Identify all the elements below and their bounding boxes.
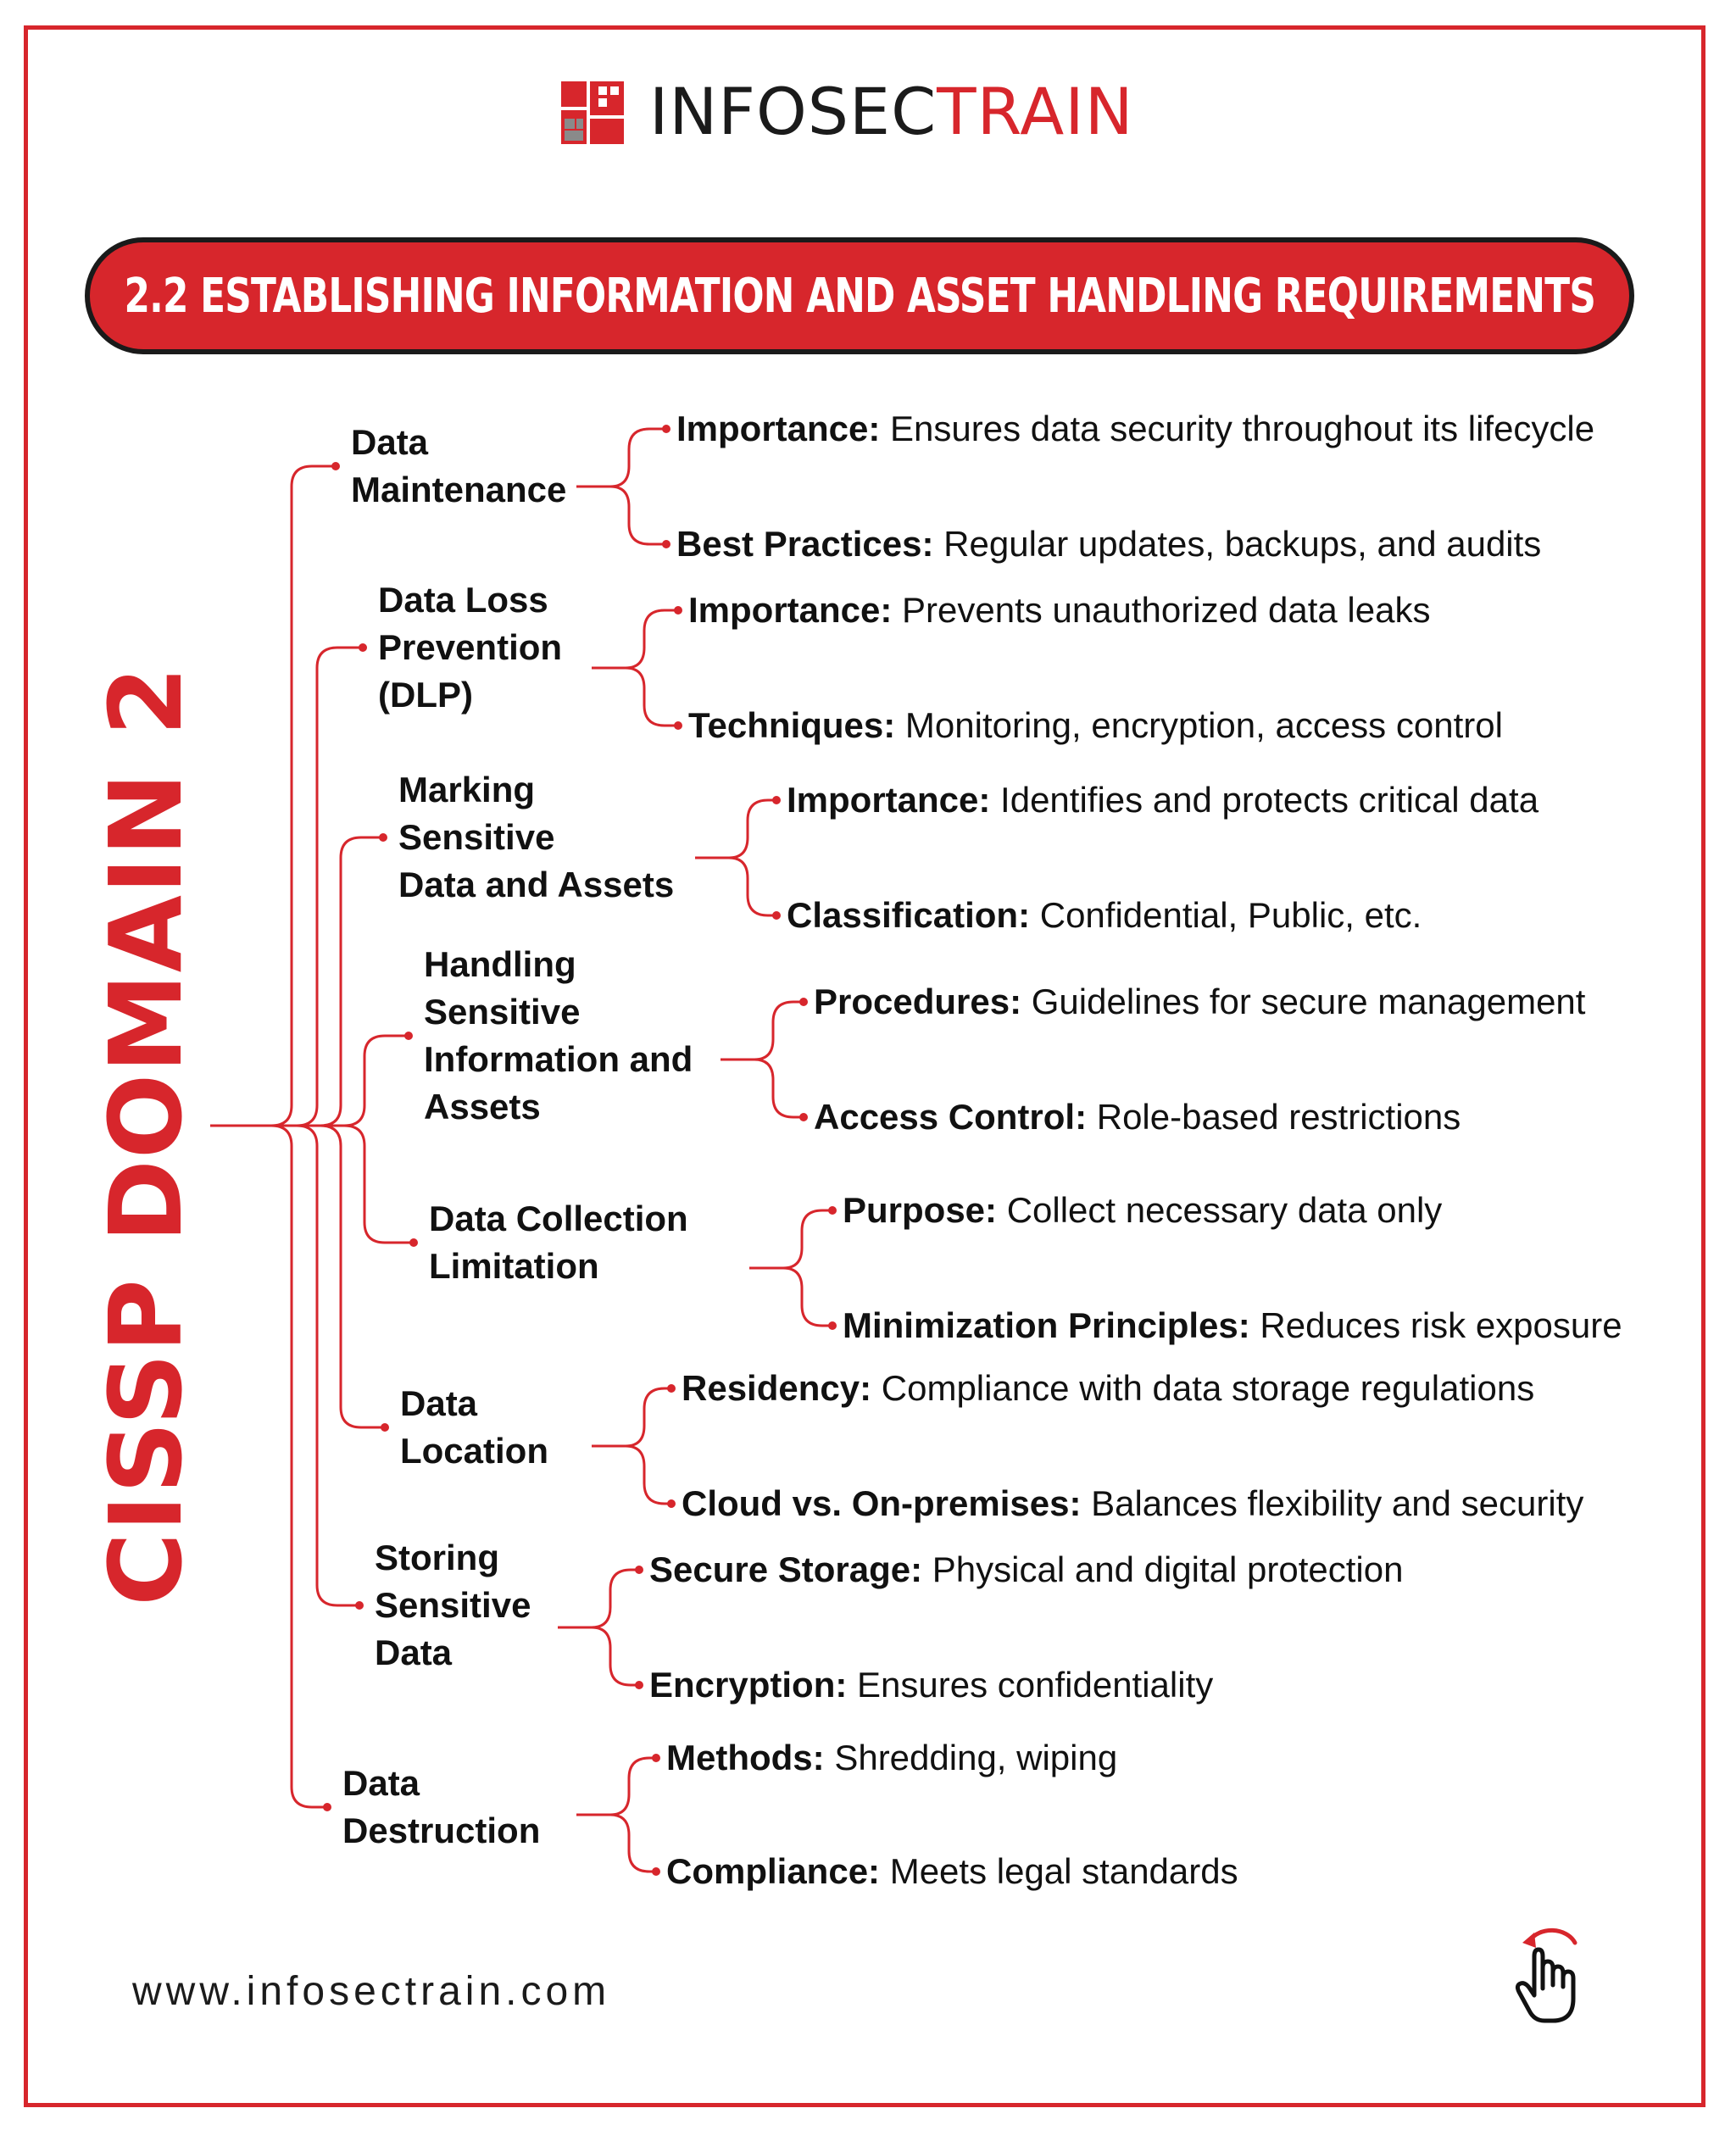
- bracket-upper: [626, 1388, 668, 1446]
- leaf-label: Residency:: [682, 1368, 872, 1408]
- bracket-upper: [626, 610, 675, 668]
- leaf-description: Identifies and protects critical data: [990, 780, 1539, 820]
- leaf-item: [814, 978, 1585, 1026]
- bracket-upper: [610, 429, 663, 487]
- leaf-dot: [674, 606, 682, 615]
- topic-label: Data Maintenance: [351, 422, 567, 509]
- leaf-label: Purpose:: [843, 1190, 998, 1230]
- leaf-label: Techniques:: [688, 705, 896, 745]
- leaf-dot: [799, 1113, 808, 1121]
- leaf-item: [676, 405, 1594, 453]
- leaf-dot: [674, 721, 682, 730]
- leaf-label: Cloud vs. On-premises:: [682, 1483, 1082, 1523]
- leaf-dot: [662, 425, 670, 433]
- leaf-dot: [667, 1384, 676, 1393]
- leaf-description: Guidelines for secure management: [1021, 982, 1586, 1021]
- leaf-description: Collect necessary data only: [997, 1190, 1443, 1230]
- topic-dot: [355, 1601, 364, 1610]
- leaf-description: Balances flexibility and security: [1081, 1483, 1584, 1523]
- leaf-label: Importance:: [688, 590, 893, 630]
- bracket-lower: [592, 1627, 636, 1685]
- leaf-dot: [652, 1754, 660, 1762]
- leaf-label: Minimization Principles:: [843, 1305, 1250, 1345]
- topic-label: Data Location: [400, 1383, 548, 1471]
- leaf-label: Compliance:: [666, 1851, 881, 1891]
- topic-label: Handling Sensitive Information and Assets: [424, 944, 693, 1126]
- leaf-dot: [828, 1206, 837, 1215]
- bracket-lower: [754, 1060, 800, 1117]
- leaf-description: Compliance with data storage regulations: [871, 1368, 1535, 1408]
- leaf-description: Confidential, Public, etc.: [1030, 895, 1422, 935]
- leaf-dot: [652, 1867, 660, 1876]
- bracket-upper: [610, 1758, 653, 1815]
- topic-label: Data Collection Limitation: [429, 1199, 688, 1286]
- topic-dot: [404, 1032, 413, 1040]
- leaf-label: Importance:: [676, 409, 881, 448]
- leaf-label: Importance:: [787, 780, 991, 820]
- leaf-item: [682, 1365, 1534, 1412]
- website-url: www.infosectrain.com: [132, 1969, 611, 2014]
- leaf-item: [682, 1480, 1583, 1527]
- brand-name-part2: TRAIN: [937, 74, 1134, 149]
- topic-connector: [271, 1126, 356, 1605]
- topic-dot: [409, 1238, 418, 1247]
- leaf-dot: [635, 1566, 643, 1574]
- leaf-item: [666, 1848, 1238, 1895]
- leaf-item: [787, 776, 1538, 824]
- leaf-dot: [772, 796, 781, 804]
- leaf-label: Procedures:: [814, 982, 1022, 1021]
- leaf-description: Ensures confidentiality: [847, 1665, 1214, 1705]
- topic-label: Data Destruction: [342, 1763, 541, 1850]
- leaf-dot: [662, 540, 670, 548]
- leaf-description: Ensures data security throughout its lifecycle: [880, 409, 1595, 448]
- topic-dot: [359, 643, 367, 652]
- side-title-text: CISSP DOMAIN 2: [87, 665, 204, 1606]
- leaf-description: Reduces risk exposure: [1249, 1305, 1622, 1345]
- topic-dot: [331, 462, 340, 470]
- leaf-description: Role-based restrictions: [1087, 1097, 1461, 1137]
- topic-dot: [323, 1803, 331, 1811]
- bracket-upper: [592, 1570, 636, 1627]
- bracket-lower: [610, 487, 663, 544]
- leaf-item: [843, 1187, 1442, 1234]
- bracket-lower: [783, 1268, 829, 1326]
- leaf-description: Prevents unauthorized data leaks: [892, 590, 1431, 630]
- leaf-description: Monitoring, encryption, access control: [895, 705, 1503, 745]
- leaf-item: [649, 1546, 1403, 1594]
- topic-connector: [271, 648, 359, 1126]
- leaf-label: Methods:: [666, 1738, 825, 1777]
- leaf-dot: [799, 998, 808, 1006]
- topic-connector: [271, 466, 332, 1126]
- leaf-item: [666, 1734, 1117, 1782]
- leaf-dot: [667, 1499, 676, 1508]
- leaf-description: Meets legal standards: [880, 1851, 1238, 1891]
- leaf-description: Physical and digital protection: [922, 1549, 1404, 1589]
- leaf-item: [676, 520, 1541, 568]
- page-title: 2.2 ESTABLISHING INFORMATION AND ASSET HANDLING REQUIREMENTS: [124, 268, 1595, 324]
- topic-label: Storing Sensitive Data: [375, 1538, 531, 1672]
- brand-name-part1: INFOSEC: [649, 74, 938, 149]
- leaf-description: Shredding, wiping: [824, 1738, 1118, 1777]
- topic-label: Data Loss Prevention (DLP): [378, 580, 563, 715]
- bracket-lower: [610, 1815, 653, 1872]
- leaf-label: Best Practices:: [676, 524, 934, 564]
- bracket-lower: [626, 1446, 668, 1504]
- leaf-label: Encryption:: [649, 1665, 848, 1705]
- leaf-label: Access Control:: [814, 1097, 1088, 1137]
- bracket-upper: [783, 1210, 829, 1268]
- topic-dot: [379, 833, 387, 842]
- bracket-lower: [626, 668, 675, 726]
- leaf-dot: [635, 1681, 643, 1689]
- bracket-upper: [754, 1002, 800, 1060]
- leaf-item: [843, 1302, 1622, 1349]
- topic-label: Marking Sensitive Data and Assets: [398, 770, 675, 904]
- bracket-lower: [729, 858, 773, 915]
- leaf-description: Regular updates, backups, and audits: [933, 524, 1542, 564]
- leaf-item: [814, 1093, 1461, 1141]
- leaf-label: Secure Storage:: [649, 1549, 923, 1589]
- swipe-hand-icon: [1504, 1917, 1597, 2028]
- leaf-item: [787, 892, 1422, 939]
- leaf-label: Classification:: [787, 895, 1031, 935]
- leaf-item: [688, 587, 1430, 634]
- leaf-dot: [828, 1321, 837, 1330]
- leaf-dot: [772, 911, 781, 920]
- bracket-upper: [729, 800, 773, 858]
- topic-dot: [381, 1423, 389, 1432]
- leaf-item: [688, 702, 1503, 749]
- leaf-item: [649, 1661, 1213, 1709]
